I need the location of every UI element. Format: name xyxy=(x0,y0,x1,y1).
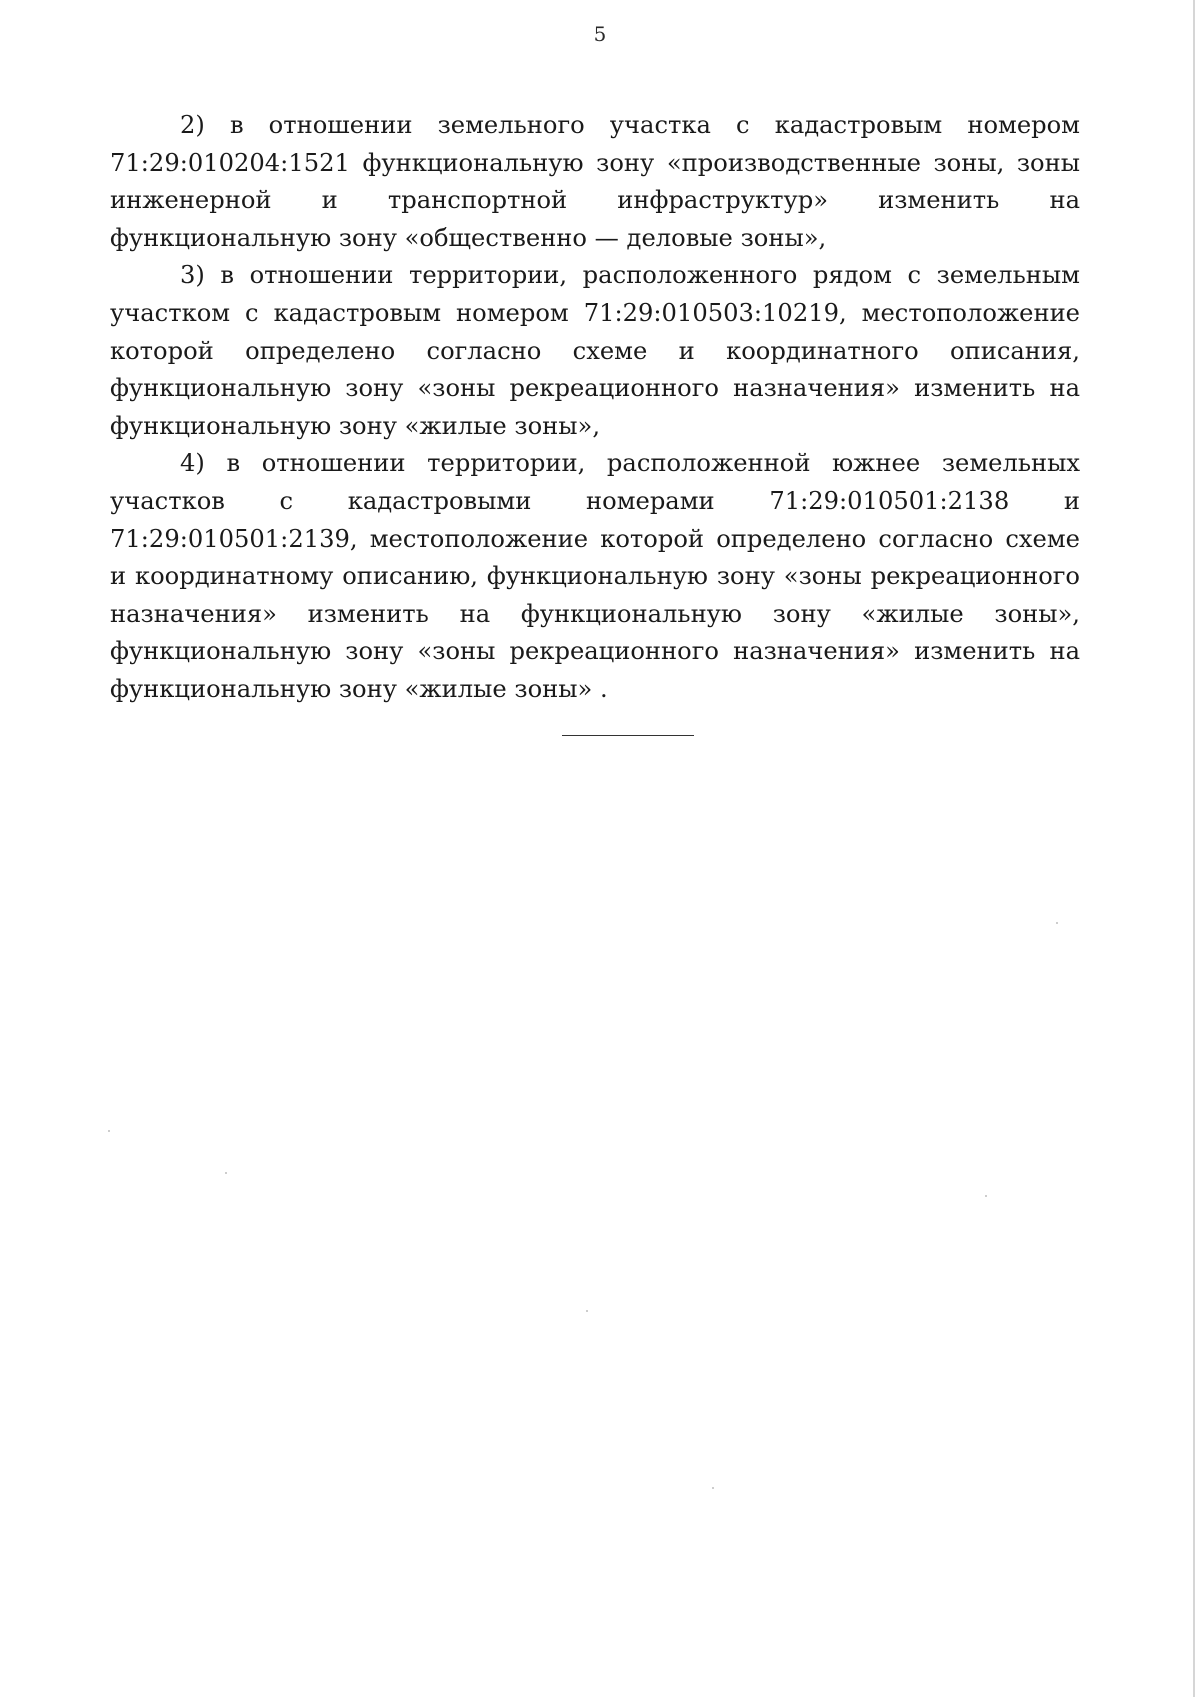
scan-speck xyxy=(586,1310,588,1312)
scan-edge-line xyxy=(1193,0,1195,1697)
paragraph-item-2: 2) в отношении земельного участка с кадастровым номером 71:29:010204:1521 функциональную зону «производственные зоны, зоны инженерной и транспортной инфраструктур» изменить на функциональную зону «общественно — деловые зоны», xyxy=(110,111,1080,252)
paragraph-item-4: 4) в отношении территории, расположенной южнее земельных участков с кадастровыми номерами 71:29:010501:2138 и 71:29:010501:2139, местоположение которой определено согласно схеме и координатному описанию, функциональную зону «зоны рекреационного назначения» изменить на функциональную зону «жилые зоны», функциональную зону «зоны рекреационного назначения» изменить на функциональную зону «жилые зоны» . xyxy=(110,449,1080,703)
document-body xyxy=(110,107,1080,709)
scan-speck xyxy=(985,1195,987,1197)
page-number: 5 xyxy=(593,22,607,46)
scan-speck xyxy=(108,1130,110,1132)
paragraph-item-3: 3) в отношении территории, расположенного рядом с земельным участком с кадастровым номером 71:29:010503:10219, местоположение которой определено согласно схеме и координатного описания, функциональную зону «зоны рекреационного назначения» изменить на функциональную зону «жилые зоны», xyxy=(110,261,1080,440)
closing-divider xyxy=(562,735,694,736)
scan-speck xyxy=(225,1172,227,1174)
scan-speck xyxy=(712,1487,714,1489)
scan-speck xyxy=(1056,922,1058,924)
